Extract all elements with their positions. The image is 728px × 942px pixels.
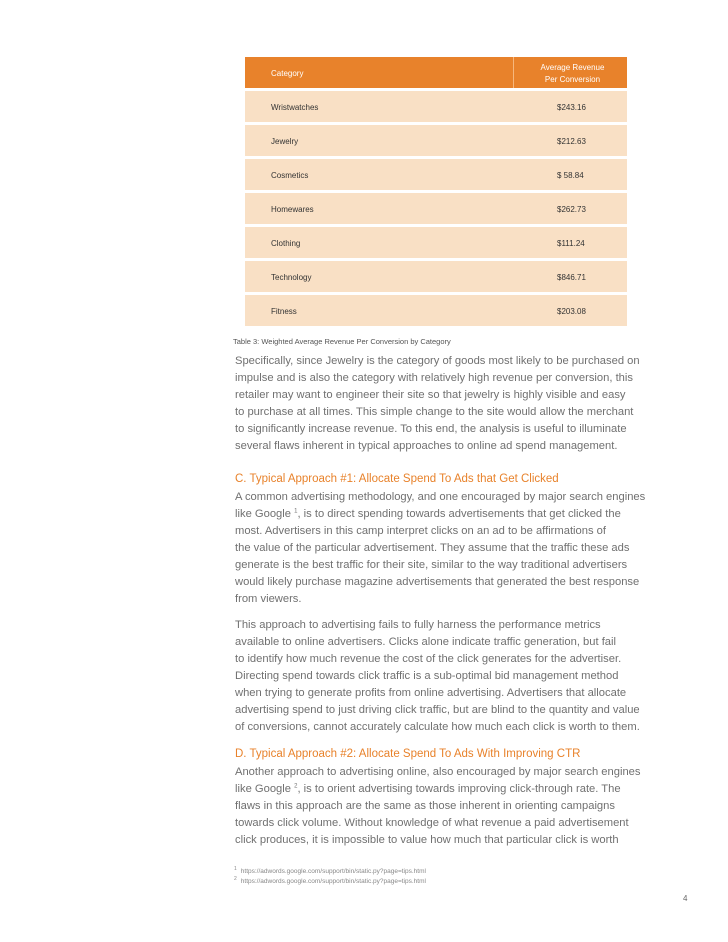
text-span: , is to direct spending towards advertisements that get clicked the (297, 508, 621, 520)
text-line (235, 781, 665, 798)
text-line: This approach to advertising fails to fully harness the performance metrics (235, 619, 601, 631)
row-category: Cosmetics (271, 171, 309, 180)
table-row (245, 261, 627, 292)
text-line: generate is the best traffic for their site, similar to the way traditional advertisers (235, 559, 628, 571)
row-category: Wristwatches (271, 103, 319, 112)
text-line: would likely purchase magazine advertisements that generated the best response (235, 576, 640, 588)
header-revenue-line2: Per Conversion (544, 75, 601, 84)
text-line: available to online advertisers. Clicks alone indicate traffic generation, but fail (235, 636, 617, 648)
row-category: Technology (271, 273, 312, 282)
text-line: advertising spend to just driving click traffic, but are blind to the quantity and value (235, 704, 640, 716)
row-value: $203.08 (557, 307, 586, 316)
text-line: flaws in this approach are the same as those inherent in orienting campaigns (235, 800, 615, 812)
text-line: A common advertising methodology, and one encouraged by major search engines (235, 491, 646, 503)
section-d-paragraph (235, 764, 665, 849)
text-line: impulse and is also the category with relatively high revenue per conversion, this (235, 372, 633, 384)
footnote-link[interactable]: https://adwords.google.com/support/bin/static.py?page=tips.html (240, 878, 426, 885)
text-span: , is to orient advertising towards improving click-through rate. The (297, 783, 621, 795)
intro-paragraph (235, 353, 665, 455)
text-line: most. Advertisers in this camp interpret clicks on an ad to be affirmations of (235, 525, 607, 537)
section-c-paragraph (235, 489, 665, 608)
header-category: Category (271, 69, 304, 78)
row-value: $111.24 (557, 239, 585, 248)
text-line: Another approach to advertising online, also encouraged by major search engines (235, 766, 641, 778)
footnote-number: 2 (234, 875, 237, 882)
text-line: the value of the particular advertisement. They assume that the traffic these ads (235, 542, 630, 554)
footnote-ref: 1 (294, 508, 298, 515)
row-category: Homewares (271, 205, 314, 214)
row-value: $846.71 (557, 273, 586, 282)
header-divider (513, 57, 514, 88)
text-line: retailer may want to engineer their site so that jewelry is highly visible and easy (235, 389, 626, 401)
text-line: to significantly increase revenue. To this end, the analysis is useful to illuminate (235, 423, 627, 435)
table-row (245, 125, 627, 156)
header-revenue-line1: Average Revenue (540, 63, 605, 72)
section-c-paragraph-2 (235, 617, 665, 736)
text-line: to purchase at all times. This simple change to the site would allow the merchant (235, 406, 634, 418)
text-line: towards click volume. Without knowledge of what revenue a paid advertisement (235, 817, 629, 829)
table-row (245, 159, 627, 190)
row-category: Fitness (271, 307, 297, 316)
text-line: to identify how much revenue the cost of the click generates for the advertiser. (235, 653, 622, 665)
text-line: of conversions, cannot accurately calculate how much each click is worth to them. (235, 721, 640, 733)
row-category: Jewelry (271, 137, 299, 146)
table-row (245, 193, 627, 224)
text-line: click produces, it is impossible to value how much that particular click is worth (235, 834, 619, 846)
row-value: $212.63 (557, 137, 586, 146)
revenue-table (245, 57, 627, 326)
text-line: Specifically, since Jewelry is the category of goods most likely to be purchased on (235, 355, 640, 367)
text-span: like Google (235, 508, 291, 520)
text-line: several flaws inherent in typical approaches to online ad spend management. (235, 440, 618, 452)
table-row (245, 295, 627, 326)
table-caption: Table 3: Weighted Average Revenue Per Conversion by Category (233, 337, 451, 346)
text-line: Directing spend towards click traffic is a sub-optimal bid management method (235, 670, 619, 682)
footnote-ref: 2 (294, 783, 298, 790)
footnotes (234, 867, 426, 887)
text-line: from viewers. (235, 593, 302, 605)
header-revenue (525, 62, 620, 86)
text-span: like Google (235, 783, 291, 795)
table-row (245, 227, 627, 258)
table-row (245, 91, 627, 122)
text-line: when trying to generate profits from online advertising. Advertisers that allocate (235, 687, 627, 699)
footnote-number: 1 (234, 865, 237, 872)
section-c-heading: C. Typical Approach #1: Allocate Spend To Ads that Get Clicked (235, 473, 559, 485)
footnote (234, 867, 426, 877)
text-line (235, 506, 665, 523)
row-value: $262.73 (557, 205, 586, 214)
row-value: $ 58.84 (557, 171, 584, 180)
table-header (245, 57, 627, 88)
row-category: Clothing (271, 239, 301, 248)
section-d-heading: D. Typical Approach #2: Allocate Spend To Ads With Improving CTR (235, 748, 581, 760)
footnote (234, 877, 426, 887)
row-value: $243.16 (557, 103, 586, 112)
page-number: 4 (683, 894, 688, 903)
footnote-link[interactable]: https://adwords.google.com/support/bin/static.py?page=tips.html (240, 868, 426, 875)
